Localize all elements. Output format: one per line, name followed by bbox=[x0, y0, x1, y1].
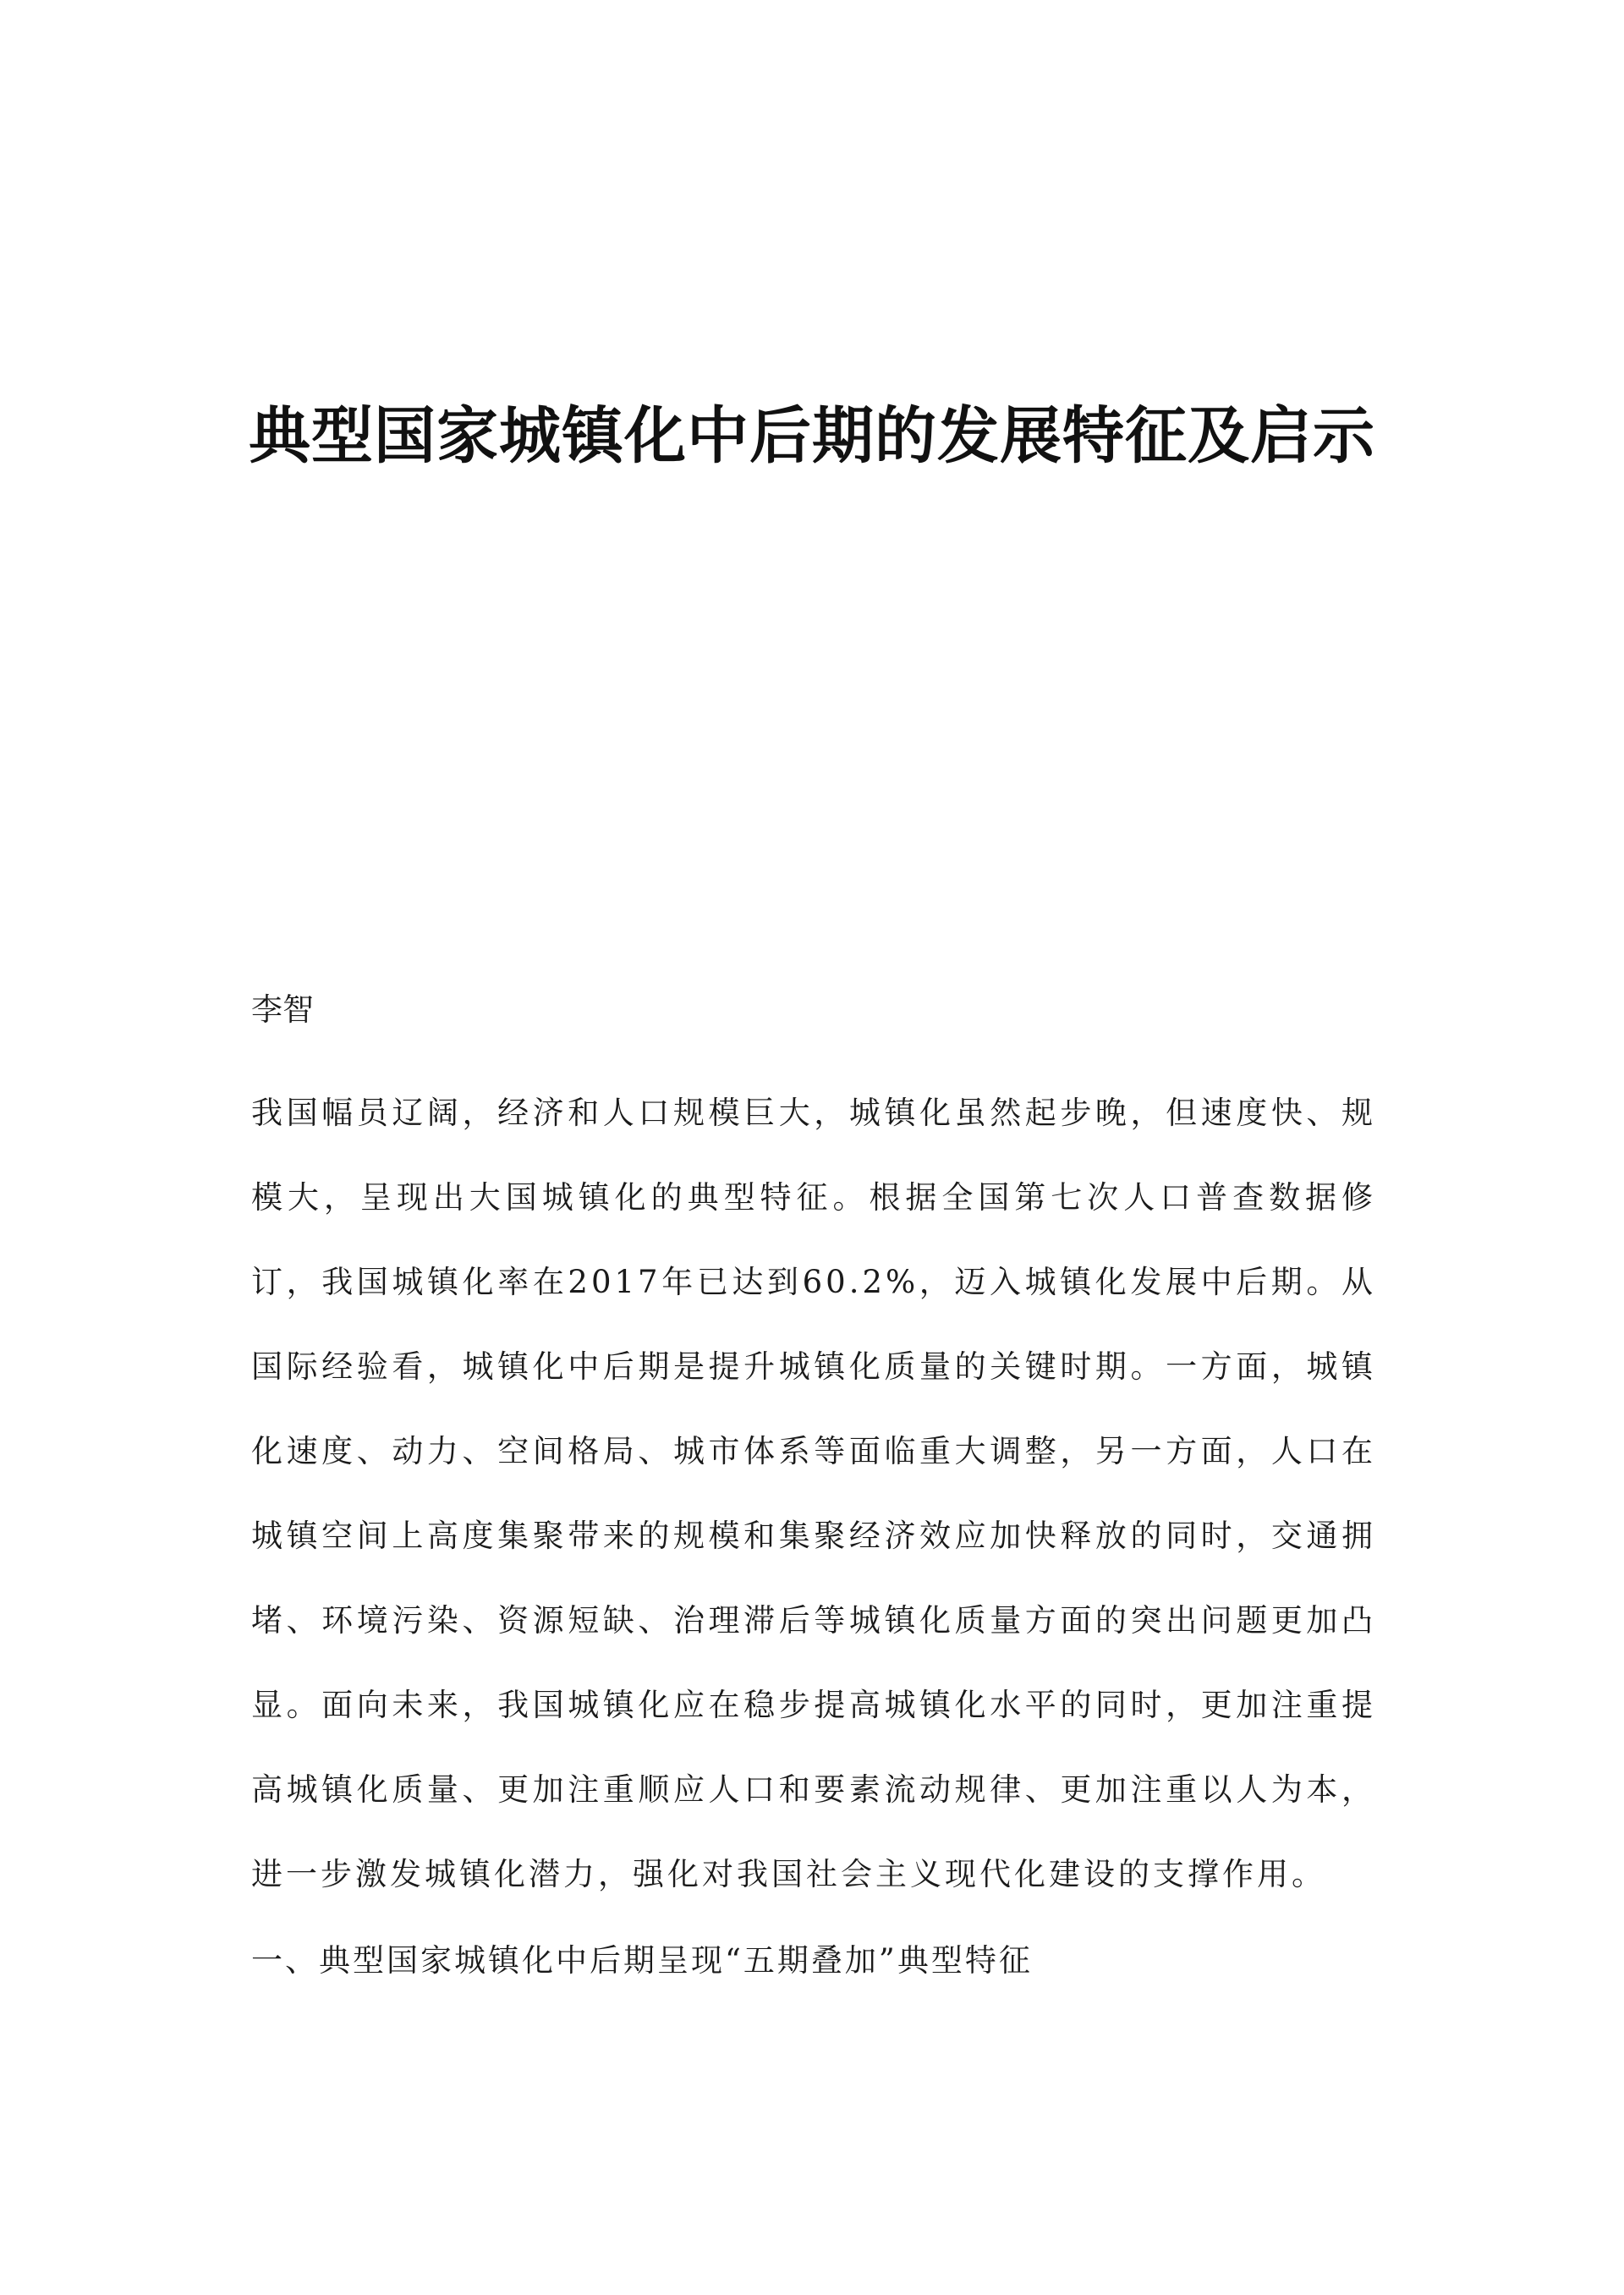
section-heading: 一、典型国家城镇化中后期呈现“五期叠加”典型特征 bbox=[251, 1942, 1033, 1979]
document-title: 典型国家城镇化中后期的发展特征及启示 bbox=[249, 399, 1375, 472]
body-paragraph: 我国幅员辽阔，经济和人口规模巨大，城镇化虽然起步晚，但速度快、规模大，呈现出大国城镇化的典型特征。根据全国第七次人口普查数据修订，我国城镇化率在2017年已达到60.2%，迈入城镇化发展中后期。从国际经验看，城镇化中后期是提升城镇化质量的关键时期。一方面，城镇化速度、动力、空间格局、城市体系等面临重大调整，另一方面，人口在城镇空间上高度集聚带来的规模和集聚经济效应加快释放的同时，交通拥堵、环境污染、资源短缺、治理滞后等城镇化质量方面的突出问题更加凸显。面向未来，我国城镇化应在稳步提高城镇化水平的同时，更加注重提高城镇化质量、更加注重顺应人口和要素流动规律、更加注重以人为本，进一步激发城镇化潜力，强化对我国社会主义现代化建设的支撑作用。 bbox=[251, 1095, 1376, 1892]
document-body bbox=[251, 988, 1376, 2003]
author-name: 李智 bbox=[251, 991, 314, 1028]
